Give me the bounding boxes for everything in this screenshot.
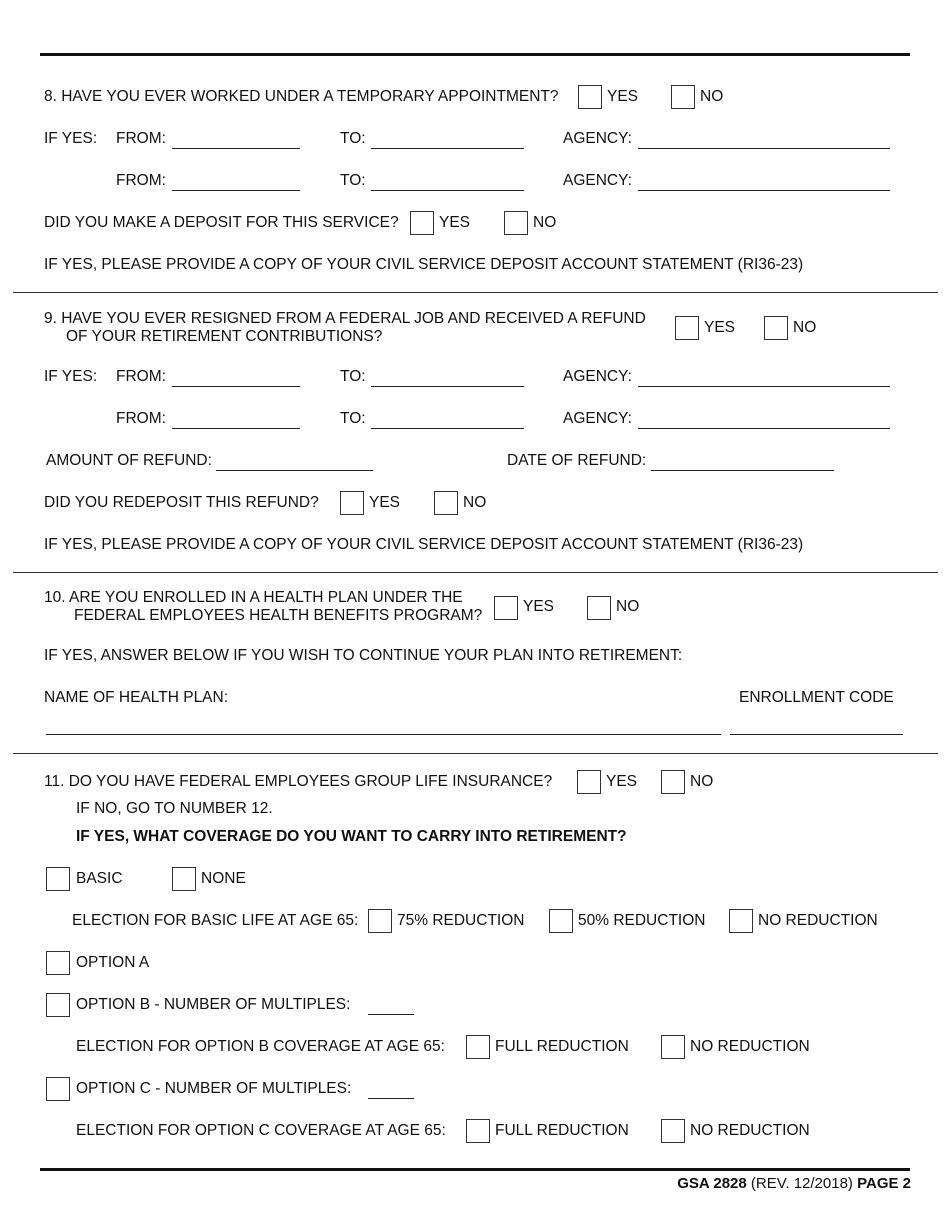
q9-redeposit-no-label: NO (463, 494, 487, 511)
q8-no-checkbox[interactable] (671, 85, 695, 109)
q9-to-field-1[interactable] (371, 386, 524, 387)
q8-agency-label-2: AGENCY: (563, 172, 632, 189)
q9-to-label-2: TO: (340, 410, 366, 427)
q11-50-reduction-label: 50% REDUCTION (578, 912, 706, 929)
q11-none-label: NONE (201, 870, 246, 887)
q8-deposit-yes-label: YES (439, 214, 471, 231)
top-rule (40, 53, 910, 56)
q9-from-label-2: FROM: (116, 410, 166, 427)
q9-redeposit-no-checkbox[interactable] (434, 491, 458, 515)
q9-date-label: DATE OF REFUND: (507, 452, 647, 469)
q11-basic-election-label: ELECTION FOR BASIC LIFE AT AGE 65: (72, 912, 359, 929)
q10-continue-note: IF YES, ANSWER BELOW IF YOU WISH TO CONTINUE YOUR PLAN INTO RETIREMENT: (44, 647, 683, 664)
q9-from-field-2[interactable] (172, 428, 300, 429)
q8-to-field-1[interactable] (371, 148, 524, 149)
q8-if-yes-label: IF YES: (44, 130, 98, 147)
q8-agency-field-2[interactable] (638, 190, 890, 191)
q11-option-b-label: OPTION B - NUMBER OF MULTIPLES: (76, 996, 351, 1013)
q9-to-label-1: TO: (340, 368, 366, 385)
q11-option-b-full-reduction-checkbox[interactable] (466, 1035, 490, 1059)
q9-agency-label-1: AGENCY: (563, 368, 632, 385)
q8-agency-label-1: AGENCY: (563, 130, 632, 147)
q11-basic-no-reduction-checkbox[interactable] (729, 909, 753, 933)
q10-no-checkbox[interactable] (587, 596, 611, 620)
q9-amount-field[interactable] (216, 470, 373, 471)
q8-no-label: NO (700, 88, 724, 105)
q11-option-a-checkbox[interactable] (46, 951, 70, 975)
divider-q10-q11 (13, 753, 938, 754)
q8-deposit-yes-checkbox[interactable] (410, 211, 434, 235)
q11-option-b-full-reduction-label: FULL REDUCTION (495, 1038, 629, 1055)
q10-plan-name-label: NAME OF HEALTH PLAN: (44, 689, 229, 706)
q11-option-b-multiples-field[interactable] (368, 1014, 414, 1015)
q11-option-c-no-reduction-checkbox[interactable] (661, 1119, 685, 1143)
footer-revision: (REV. 12/2018) (750, 1175, 853, 1192)
q8-agency-field-1[interactable] (638, 148, 890, 149)
q8-statement-note: IF YES, PLEASE PROVIDE A COPY OF YOUR CIVIL SERVICE DEPOSIT ACCOUNT STATEMENT (RI36-23) (44, 256, 804, 273)
q9-from-field-1[interactable] (172, 386, 300, 387)
q11-yes-label: YES (606, 773, 638, 790)
q8-deposit-no-label: NO (533, 214, 557, 231)
q11-option-c-full-reduction-label: FULL REDUCTION (495, 1122, 629, 1139)
q8-question: 8. HAVE YOU EVER WORKED UNDER A TEMPORARY APPOINTMENT? (44, 88, 559, 105)
footer-page-number: PAGE 2 (857, 1175, 911, 1192)
q9-redeposit-yes-label: YES (369, 494, 401, 511)
q9-agency-label-2: AGENCY: (563, 410, 632, 427)
q11-option-c-election-label: ELECTION FOR OPTION C COVERAGE AT AGE 65: (76, 1122, 446, 1139)
q9-redeposit-yes-checkbox[interactable] (340, 491, 364, 515)
q11-if-no-note: IF NO, GO TO NUMBER 12. (76, 800, 273, 817)
bottom-rule (40, 1168, 910, 1171)
q11-question: 11. DO YOU HAVE FEDERAL EMPLOYEES GROUP LIFE INSURANCE? (44, 773, 553, 790)
q8-from-field-2[interactable] (172, 190, 300, 191)
divider-q8-q9 (13, 292, 938, 293)
q10-question-line1: 10. ARE YOU ENROLLED IN A HEALTH PLAN UNDER THE (44, 589, 463, 606)
q11-option-b-no-reduction-checkbox[interactable] (661, 1035, 685, 1059)
q8-deposit-no-checkbox[interactable] (504, 211, 528, 235)
q11-option-b-no-reduction-label: NO REDUCTION (690, 1038, 810, 1055)
q8-to-label-2: TO: (340, 172, 366, 189)
footer-form-id (677, 1175, 911, 1193)
q9-statement-note: IF YES, PLEASE PROVIDE A COPY OF YOUR CIVIL SERVICE DEPOSIT ACCOUNT STATEMENT (RI36-23) (44, 536, 804, 553)
q9-agency-field-1[interactable] (638, 386, 890, 387)
q11-option-c-full-reduction-checkbox[interactable] (466, 1119, 490, 1143)
q8-yes-label: YES (607, 88, 639, 105)
q9-agency-field-2[interactable] (638, 428, 890, 429)
q11-option-b-checkbox[interactable] (46, 993, 70, 1017)
q10-no-label: NO (616, 598, 640, 615)
q11-75-reduction-label: 75% REDUCTION (397, 912, 525, 929)
q9-question-line1: 9. HAVE YOU EVER RESIGNED FROM A FEDERAL JOB AND RECEIVED A REFUND (44, 310, 646, 327)
q11-no-label: NO (690, 773, 714, 790)
q10-enrollment-code-field[interactable] (730, 734, 903, 735)
q11-basic-no-reduction-label: NO REDUCTION (758, 912, 878, 929)
q9-yes-checkbox[interactable] (675, 316, 699, 340)
q11-yes-checkbox[interactable] (577, 770, 601, 794)
q9-yes-label: YES (704, 319, 736, 336)
q11-75-reduction-checkbox[interactable] (368, 909, 392, 933)
q11-option-c-label: OPTION C - NUMBER OF MULTIPLES: (76, 1080, 352, 1097)
q9-to-field-2[interactable] (371, 428, 524, 429)
q11-none-checkbox[interactable] (172, 867, 196, 891)
q11-option-c-no-reduction-label: NO REDUCTION (690, 1122, 810, 1139)
footer-form-number: GSA 2828 (677, 1175, 747, 1192)
q10-enrollment-code-label: ENROLLMENT CODE (739, 689, 894, 706)
q9-question-line2: OF YOUR RETIREMENT CONTRIBUTIONS? (66, 328, 383, 345)
q9-from-label-1: FROM: (116, 368, 166, 385)
q11-50-reduction-checkbox[interactable] (549, 909, 573, 933)
q11-basic-checkbox[interactable] (46, 867, 70, 891)
q8-from-label-1: FROM: (116, 130, 166, 147)
q9-no-checkbox[interactable] (764, 316, 788, 340)
q11-option-a-label: OPTION A (76, 954, 150, 971)
q9-no-label: NO (793, 319, 817, 336)
q8-to-field-2[interactable] (371, 190, 524, 191)
q11-coverage-heading: IF YES, WHAT COVERAGE DO YOU WANT TO CARRY INTO RETIREMENT? (76, 828, 627, 845)
q8-yes-checkbox[interactable] (578, 85, 602, 109)
q11-option-b-election-label: ELECTION FOR OPTION B COVERAGE AT AGE 65: (76, 1038, 445, 1055)
q8-from-field-1[interactable] (172, 148, 300, 149)
q9-date-field[interactable] (651, 470, 834, 471)
q10-yes-label: YES (523, 598, 555, 615)
q11-basic-label: BASIC (76, 870, 123, 887)
q11-no-checkbox[interactable] (661, 770, 685, 794)
q9-amount-label: AMOUNT OF REFUND: (46, 452, 212, 469)
q11-option-c-checkbox[interactable] (46, 1077, 70, 1101)
q8-to-label-1: TO: (340, 130, 366, 147)
q9-if-yes-label: IF YES: (44, 368, 98, 385)
q10-yes-checkbox[interactable] (494, 596, 518, 620)
q9-redeposit-question: DID YOU REDEPOSIT THIS REFUND? (44, 494, 319, 511)
q8-from-label-2: FROM: (116, 172, 166, 189)
q8-deposit-question: DID YOU MAKE A DEPOSIT FOR THIS SERVICE? (44, 214, 399, 231)
divider-q9-q10 (13, 572, 938, 573)
q10-plan-name-field[interactable] (46, 734, 721, 735)
q10-question-line2: FEDERAL EMPLOYEES HEALTH BENEFITS PROGRAM? (74, 607, 483, 624)
q11-option-c-multiples-field[interactable] (368, 1098, 414, 1099)
